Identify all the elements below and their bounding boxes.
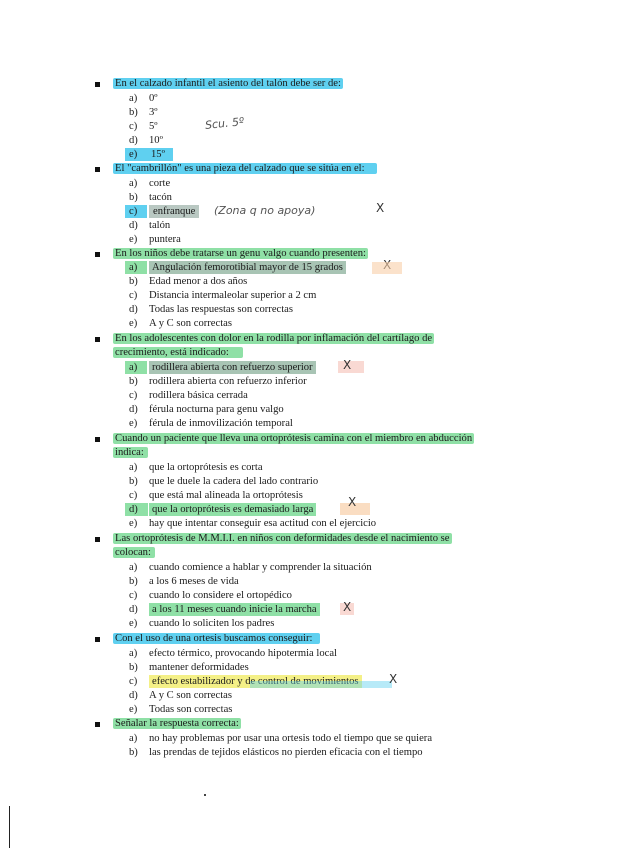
bullet-icon <box>95 167 100 172</box>
question-line: indica: <box>113 447 148 458</box>
highlight-stroke <box>372 262 402 274</box>
question-text <box>113 332 434 345</box>
question-text <box>113 432 474 445</box>
scan-speck <box>204 794 206 796</box>
question-text <box>113 446 148 459</box>
question-text <box>113 162 377 175</box>
question-line: En los niños debe tratarse un genu valgo cuando presenten: <box>115 248 366 259</box>
cross-mark-icon: X <box>348 495 357 509</box>
question-line: En el calzado infantil el asiento del talón debe ser de: <box>115 78 341 89</box>
bullet-icon <box>95 437 100 442</box>
handwritten-note: (Zona q no apoya) <box>214 204 316 217</box>
question-line: Cuando un paciente que lleva una ortoprótesis camina con el miembro en abducción <box>115 433 473 444</box>
highlight-stroke <box>250 681 392 688</box>
margin-line <box>9 806 10 848</box>
question-line: Las ortoprótesis de M.M.I.I. en niños con deformidades desde el nacimiento se <box>115 533 450 544</box>
question-line: Señalar la respuesta correcta: <box>115 718 239 729</box>
bullet-icon <box>95 252 100 257</box>
question-line: El "cambrillón" es una pieza del calzado que se sitúa en el: <box>113 163 377 174</box>
bullet-icon <box>95 637 100 642</box>
handwritten-note: Scu. 5º <box>204 114 245 133</box>
question-text <box>113 546 155 559</box>
question-line: Con el uso de una ortesis buscamos conseguir: <box>113 633 320 644</box>
question-line: colocan: <box>113 547 155 558</box>
question-text <box>113 346 243 359</box>
bullet-icon <box>95 537 100 542</box>
question-text <box>113 532 452 545</box>
question-text <box>113 632 320 645</box>
question-text <box>113 77 343 90</box>
bullet-icon <box>95 337 100 342</box>
question-line: En los adolescentes con dolor en la rodilla por inflamación del cartílago de <box>115 333 433 344</box>
bullet-icon <box>95 82 100 87</box>
question-line: crecimiento, está indicado: <box>113 347 243 358</box>
cross-mark-icon: X <box>389 672 398 686</box>
bullet-icon <box>95 722 100 727</box>
question-text <box>113 247 368 260</box>
question-text <box>113 717 241 730</box>
cross-mark-icon: X <box>376 201 385 215</box>
exam-page: En el calzado infantil el asiento del talón debe ser de: a) 0º b) 3º c) 5º d) 10º e) 15º Scu. 5º El "cambrillón" es una pieza del calzado que se sitúa en el: a) corte b) tacón c) enfranque d) talón e) puntera (Zona q no apoya) X En los niños debe tratarse un genu valgo cuando presenten: a) Angulación femorotibial mayor de 15 grados b) Edad menor a dos años c) Distancia intermaleolar superior a 2 cm d) Todas las respuestas son correctas e) A y C son correctas En los adolescentes con dolor en la rodilla por inflamación del cartílago de crecimiento, está indicado: a) rodillera abierta con refuerzo superior b) rodillera abierta con refuerzo inferior c) rodillera básica cerrada d) férula nocturna para genu valgo e) férula de inmovilización temporal X Cuando un paciente que lleva una ortoprótesis camina con el miembro en abducción indica: a) que la ortoprótesis es corta b) que le duele la cadera del lado contrario c) que está mal alineada la ortoprótesis d) que la ortoprótesis es demasiado larga e) hay que intentar conseguir esa actitud con el ejercicio X Las ortoprótesis de M.M.I.I. en niños con deformidades desde el nacimiento se colocan: a) cuando comience a hablar y comprender la situación b) a los 6 meses de vida c) cuando lo considere el ortopédico d) a los 11 meses cuando inicie la marcha e) cuando lo soliciten los padres X Con el uso de una ortesis buscamos conseguir: a) efecto térmico, provocando hipotermia local b) mantener deformidades c) efecto estabilizador y de control de movimientos d) A y C son correctas e) Todas son correctas X Señalar la respuesta correcta: a) no hay problemas por usar una ortesis todo el tiempo que se quiera b) las prendas de tejidos elásticos no pierden eficacia con el tiempo <box>0 0 617 848</box>
cross-mark-icon: X <box>343 600 352 614</box>
cross-mark-icon: X <box>343 358 352 372</box>
